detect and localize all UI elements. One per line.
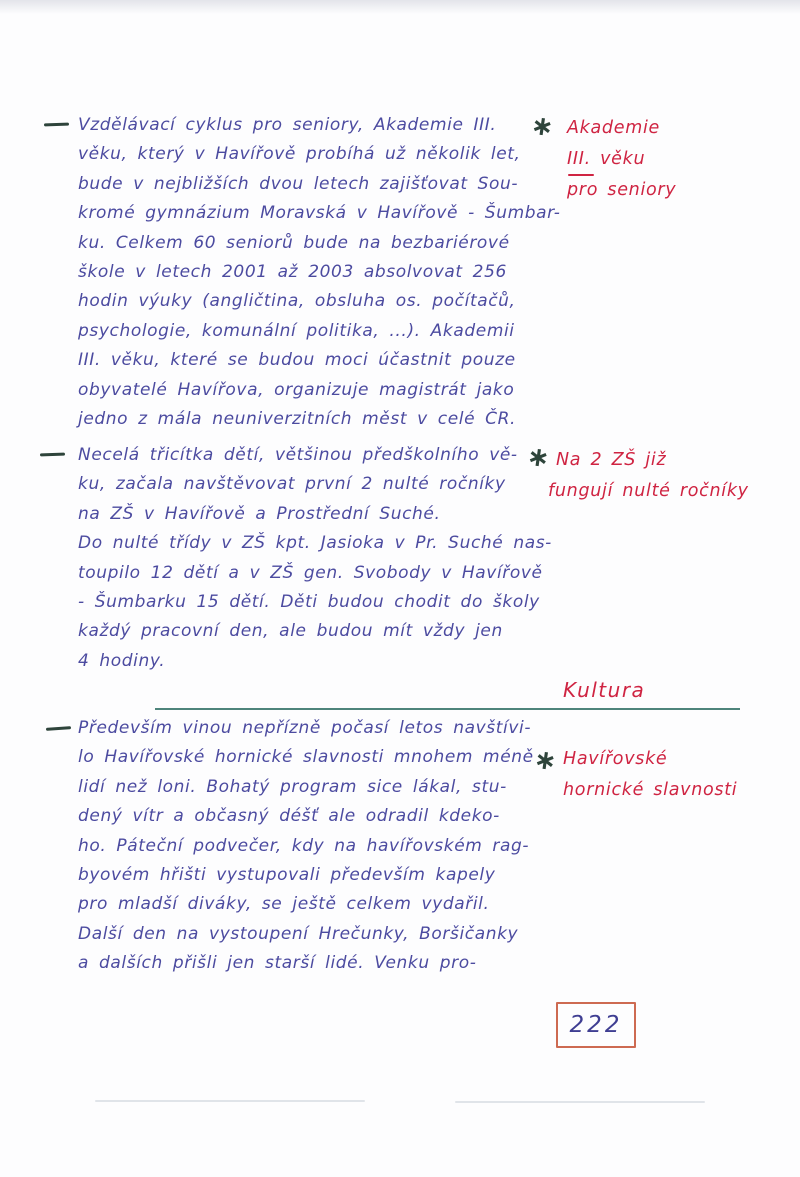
note-line: Akademie: [567, 118, 660, 138]
text-line: 4 hodiny.: [78, 650, 166, 671]
margin-note-akademie: [567, 113, 676, 206]
note-line: Havířovské: [563, 749, 668, 769]
text-line: Vzdělávací cyklus pro seniory, Akademie III.: [78, 115, 497, 135]
text-line: byovém hřišti vystupovali především kapely: [78, 864, 496, 885]
text-line: škole v letech 2001 až 2003 absolvovat 256: [78, 261, 507, 282]
note-line: fungují nulté ročníky: [548, 481, 749, 501]
text-line: Další den na vystoupení Hrečunky, Boršičanky: [78, 923, 519, 944]
text-line: pro mladší diváky, se ještě celkem vydařil.: [78, 894, 490, 915]
paragraph-dash-icon: [44, 123, 69, 127]
paragraph-dash-icon: [46, 726, 71, 731]
note-line: III. věku: [567, 149, 646, 169]
star-marker-icon: ∗: [524, 440, 552, 475]
text-line: obyvatelé Havířova, organizuje magistrát jako: [78, 379, 515, 400]
page-number-box: [556, 1002, 636, 1048]
text-line: každý pracovní den, ale budou mít vždy jen: [78, 621, 503, 642]
page-number: 222: [569, 1012, 623, 1038]
text-line: hodin výuky (angličtina, obsluha os. počítačů,: [78, 291, 516, 312]
text-line: Do nulté třídy v ZŠ kpt. Jasioka v Pr. Suché nas-: [78, 533, 552, 554]
margin-note-hornicke-slavnosti: [563, 744, 737, 806]
paragraph-akademie: [78, 111, 561, 434]
text-line: kromé gymnázium Moravská v Havířově - Šumbar-: [78, 203, 561, 224]
note-line: hornické slavnosti: [563, 780, 738, 800]
text-line: dený vítr a občasný déšť ale odradil kdeko-: [78, 806, 500, 827]
underline-mark: [568, 174, 594, 176]
text-line: toupilo 12 dětí a v ZŠ gen. Svobody v Havířově: [78, 562, 543, 583]
text-line: lo Havířovské hornické slavnosti mnohem méně: [78, 747, 534, 768]
text-line: ku, začala navštěvovat první 2 nulté ročníky: [78, 474, 506, 495]
note-line: Na 2 ZŠ již: [556, 450, 667, 470]
text-line: věku, který v Havířově probíhá už několik let,: [78, 144, 521, 165]
note-line: pro seniory: [567, 180, 677, 200]
text-line: Především vinou nepřízně počasí letos navštívi-: [78, 718, 532, 738]
section-rule: [155, 708, 740, 710]
text-line: a dalších přišli jen starší lidé. Venku pro-: [78, 953, 477, 974]
paragraph-dash-icon: [40, 453, 65, 457]
text-line: Necelá třicítka dětí, většinou předškolního vě-: [78, 445, 518, 465]
paragraph-nulte-rocniky: [78, 441, 552, 676]
star-marker-icon: ∗: [528, 109, 556, 144]
text-line: bude v nejbližších dvou letech zajišťovat Sou-: [78, 173, 519, 194]
text-line: ku. Celkem 60 seniorů bude na bezbariérové: [78, 232, 510, 253]
margin-note-nulte-rocniky: [548, 445, 749, 507]
text-line: na ZŠ v Havířově a Prostřední Suché.: [78, 503, 441, 524]
ghost-line: [95, 1100, 365, 1102]
paragraph-hornicke-slavnosti: [78, 714, 534, 979]
text-line: jedno z mála neuniverzitních měst v celé ČR.: [78, 408, 517, 429]
ghost-line: [455, 1101, 705, 1103]
text-line: psychologie, komunální politika, ...). Akademii: [78, 320, 515, 341]
text-line: lidí než loni. Bohatý program sice lákal, stu-: [78, 776, 507, 797]
text-line: ho. Páteční podvečer, kdy na havířovském rag-: [78, 835, 530, 856]
section-heading-kultura: Kultura: [563, 678, 646, 702]
text-line: III. věku, které se budou moci účastnit pouze: [78, 350, 516, 371]
star-marker-icon: ∗: [531, 743, 559, 778]
text-line: - Šumbarku 15 dětí. Děti budou chodit do školy: [78, 591, 540, 612]
